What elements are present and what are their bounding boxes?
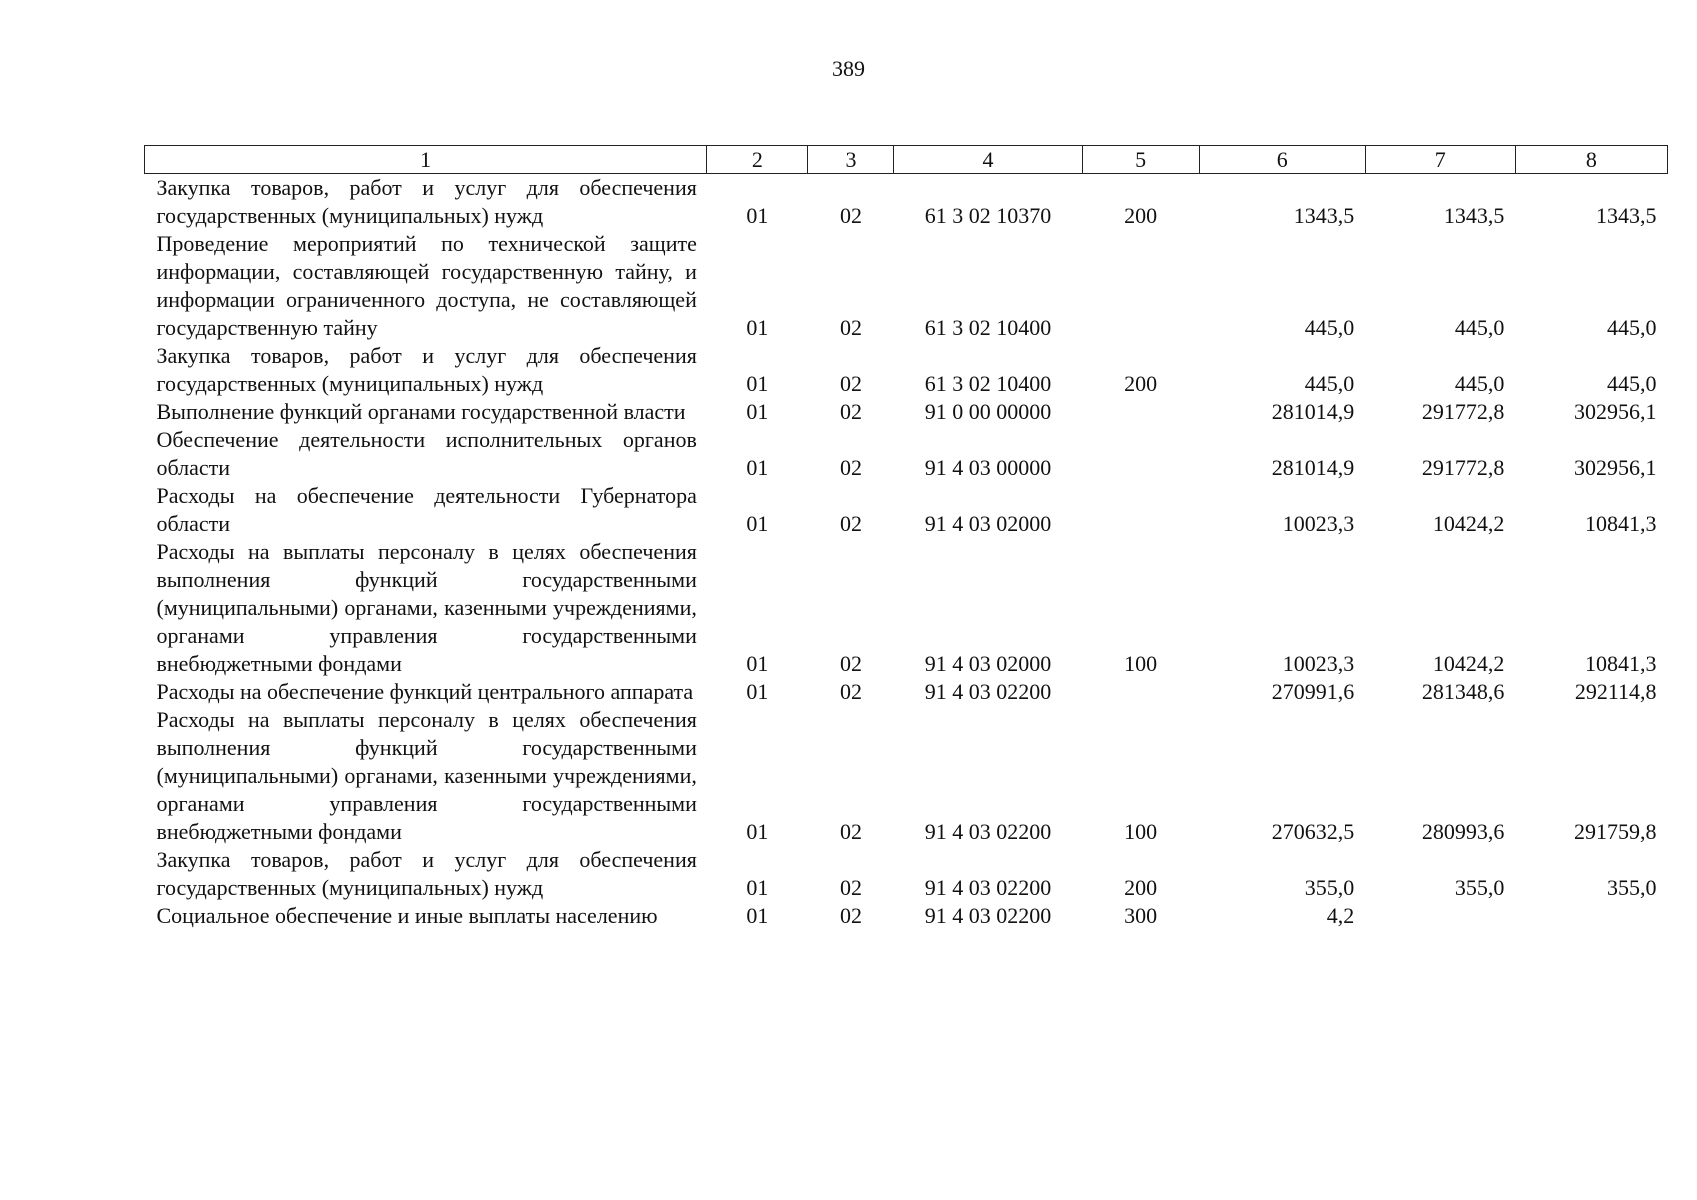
header-col-3: 3 xyxy=(808,146,894,174)
amount-col-6: 270991,6 xyxy=(1271,679,1355,704)
header-col-6: 6 xyxy=(1199,146,1365,174)
subsection-code: 02 xyxy=(839,203,862,228)
amount-col-7: 10424,2 xyxy=(1432,651,1505,676)
table-row xyxy=(145,398,1668,426)
amount-col-6: 355,0 xyxy=(1304,875,1355,900)
expense-name: Проведение мероприятий по технической защите информации, составляющей государственную тайну, и информации ограниченного доступа, не составляющей государственную тайну xyxy=(156,231,697,340)
amount-col-7: 291772,8 xyxy=(1421,455,1505,480)
section-code: 01 xyxy=(746,651,769,676)
expense-type-code xyxy=(1082,678,1199,706)
amount-col-7: 10424,2 xyxy=(1432,511,1505,536)
amount-col-8: 355,0 xyxy=(1607,875,1657,900)
expense-type-code xyxy=(1082,230,1199,342)
expense-type-code: 300 xyxy=(1124,903,1158,928)
subsection-code: 02 xyxy=(839,903,862,928)
amount-col-6: 281014,9 xyxy=(1271,399,1355,424)
header-col-2: 2 xyxy=(707,146,808,174)
amount-col-6: 10023,3 xyxy=(1282,651,1355,676)
target-article-code: 91 4 03 02200 xyxy=(924,679,1052,704)
amount-col-8: 291759,8 xyxy=(1574,819,1657,844)
amount-col-7: 1343,5 xyxy=(1443,203,1505,228)
amount-col-7: 445,0 xyxy=(1454,371,1505,396)
amount-col-8 xyxy=(1515,902,1667,930)
expense-type-code: 200 xyxy=(1124,203,1158,228)
section-code: 01 xyxy=(746,455,769,480)
header-col-7: 7 xyxy=(1365,146,1515,174)
expense-type-code xyxy=(1082,482,1199,538)
section-code: 01 xyxy=(746,511,769,536)
amount-col-6: 10023,3 xyxy=(1282,511,1355,536)
section-code: 01 xyxy=(746,679,769,704)
header-row xyxy=(145,146,1668,174)
expense-type-code xyxy=(1082,426,1199,482)
amount-col-7: 281348,6 xyxy=(1421,679,1505,704)
target-article-code: 91 4 03 02000 xyxy=(924,511,1052,536)
budget-table xyxy=(144,145,1668,930)
subsection-code: 02 xyxy=(839,819,862,844)
target-article-code: 91 4 03 02200 xyxy=(924,819,1052,844)
target-article-code: 91 4 03 02200 xyxy=(924,903,1052,928)
subsection-code: 02 xyxy=(839,679,862,704)
expense-type-code: 100 xyxy=(1124,651,1158,676)
target-article-code: 91 0 00 00000 xyxy=(924,399,1052,424)
amount-col-6: 445,0 xyxy=(1304,371,1355,396)
expense-name: Закупка товаров, работ и услуг для обеспечения государственных (муниципальных) нужд xyxy=(156,343,697,396)
table-row xyxy=(145,706,1668,846)
subsection-code: 02 xyxy=(839,511,862,536)
table-row xyxy=(145,230,1668,342)
header-col-4: 4 xyxy=(894,146,1082,174)
section-code: 01 xyxy=(746,371,769,396)
section-code: 01 xyxy=(746,875,769,900)
expense-name: Расходы на выплаты персоналу в целях обеспечения выполнения функций государственными (муниципальными) органами, казенными учреждениями, органами управления государственными внебюджетными фондами xyxy=(156,707,697,844)
subsection-code: 02 xyxy=(839,455,862,480)
amount-col-6: 281014,9 xyxy=(1271,455,1355,480)
subsection-code: 02 xyxy=(839,399,862,424)
target-article-code: 61 3 02 10370 xyxy=(924,203,1052,228)
expense-name: Социальное обеспечение и иные выплаты населению xyxy=(156,903,658,928)
table-row xyxy=(145,174,1668,231)
amount-col-6: 4,2 xyxy=(1326,903,1355,928)
amount-col-7 xyxy=(1365,902,1515,930)
expense-name: Расходы на выплаты персоналу в целях обеспечения выполнения функций государственными (муниципальными) органами, казенными учреждениями, органами управления государственными внебюджетными фондами xyxy=(156,539,697,676)
section-code: 01 xyxy=(746,203,769,228)
header-col-5: 5 xyxy=(1082,146,1199,174)
section-code: 01 xyxy=(746,903,769,928)
amount-col-8: 302956,1 xyxy=(1574,399,1657,424)
target-article-code: 91 4 03 00000 xyxy=(924,455,1052,480)
target-article-code: 61 3 02 10400 xyxy=(924,315,1052,340)
target-article-code: 91 4 03 02200 xyxy=(924,875,1052,900)
expense-type-code: 200 xyxy=(1124,875,1158,900)
amount-col-7: 445,0 xyxy=(1454,315,1505,340)
table-header xyxy=(145,146,1668,174)
subsection-code: 02 xyxy=(839,875,862,900)
expense-type-code: 100 xyxy=(1124,819,1158,844)
section-code: 01 xyxy=(746,315,769,340)
expense-name: Расходы на обеспечение деятельности Губернатора области xyxy=(156,483,697,536)
amount-col-6: 270632,5 xyxy=(1271,819,1355,844)
amount-col-8: 445,0 xyxy=(1607,315,1657,340)
amount-col-6: 445,0 xyxy=(1304,315,1355,340)
table-row xyxy=(145,902,1668,930)
expense-type-code: 200 xyxy=(1124,371,1158,396)
expense-type-code xyxy=(1082,398,1199,426)
amount-col-7: 355,0 xyxy=(1454,875,1505,900)
table-row xyxy=(145,426,1668,482)
table-row xyxy=(145,342,1668,398)
subsection-code: 02 xyxy=(839,315,862,340)
amount-col-8: 302956,1 xyxy=(1574,455,1657,480)
table-body xyxy=(145,174,1668,931)
amount-col-7: 291772,8 xyxy=(1421,399,1505,424)
page-number: 389 xyxy=(832,56,865,81)
amount-col-7: 280993,6 xyxy=(1421,819,1505,844)
section-code: 01 xyxy=(746,399,769,424)
expense-name: Закупка товаров, работ и услуг для обеспечения государственных (муниципальных) нужд xyxy=(156,847,697,900)
amount-col-6: 1343,5 xyxy=(1293,203,1355,228)
expense-name: Обеспечение деятельности исполнительных органов области xyxy=(156,427,697,480)
subsection-code: 02 xyxy=(839,651,862,676)
header-col-1: 1 xyxy=(145,146,707,174)
section-code: 01 xyxy=(746,819,769,844)
expense-name: Закупка товаров, работ и услуг для обеспечения государственных (муниципальных) нужд xyxy=(156,175,697,228)
table-row xyxy=(145,538,1668,678)
target-article-code: 91 4 03 02000 xyxy=(924,651,1052,676)
amount-col-8: 10841,3 xyxy=(1585,511,1657,536)
table-row xyxy=(145,482,1668,538)
amount-col-8: 10841,3 xyxy=(1585,651,1657,676)
expense-name: Расходы на обеспечение функций центрального аппарата xyxy=(156,679,694,704)
subsection-code: 02 xyxy=(839,371,862,396)
amount-col-8: 1343,5 xyxy=(1596,203,1657,228)
target-article-code: 61 3 02 10400 xyxy=(924,371,1052,396)
table-row xyxy=(145,678,1668,706)
amount-col-8: 292114,8 xyxy=(1574,679,1657,704)
table-row xyxy=(145,846,1668,902)
expense-name: Выполнение функций органами государственной власти xyxy=(156,399,686,424)
amount-col-8: 445,0 xyxy=(1607,371,1657,396)
header-col-8: 8 xyxy=(1515,146,1667,174)
